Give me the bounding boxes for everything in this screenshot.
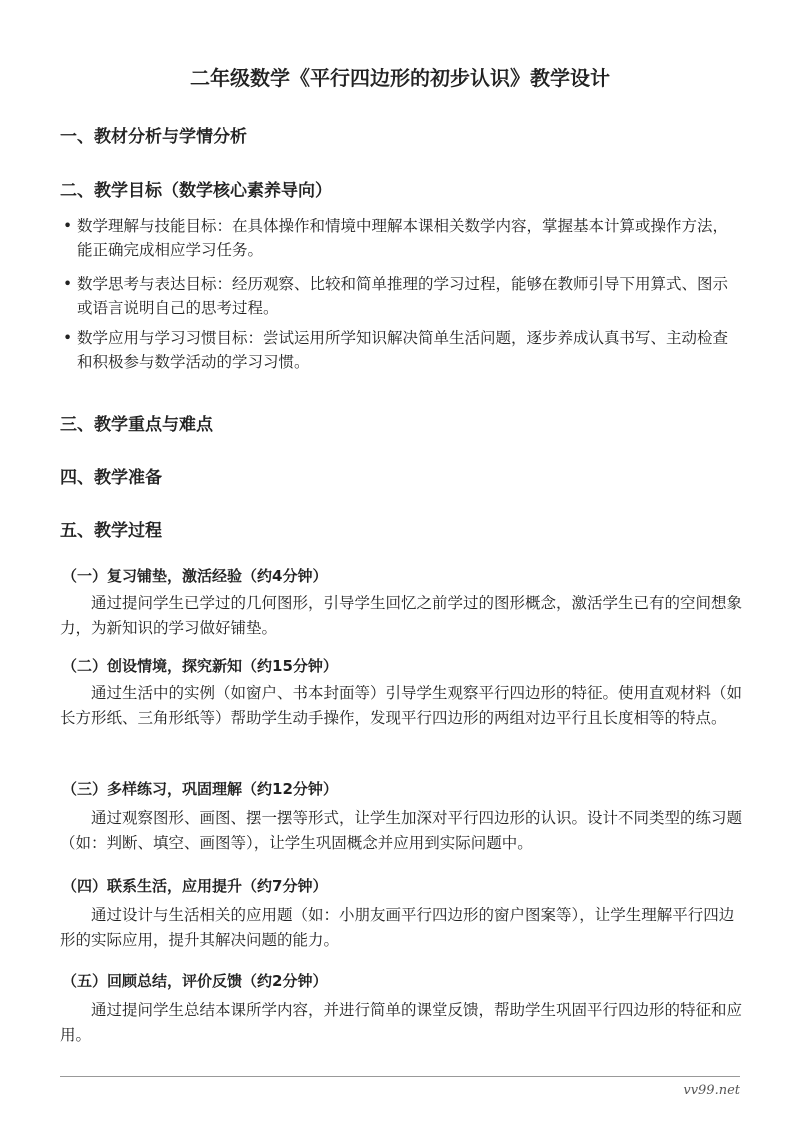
bullet-item: • 数学理解与技能目标：在具体操作和情境中理解本课相关数学内容，掌握基本计算或操作方法，能正确完成相应学习任务。 xyxy=(77,214,743,262)
step-title: （三）多样练习，巩固理解（约12分钟） xyxy=(62,780,338,798)
bullet-item: • 数学思考与表达目标：经历观察、比较和简单推理的学习过程，能够在教师引导下用算式、图示或语言说明自己的思考过程。 xyxy=(77,272,743,320)
step-title: （四）联系生活，应用提升（约7分钟） xyxy=(62,877,328,895)
step-text: 通过提问学生总结本课所学内容，并进行简单的课堂反馈，帮助学生巩固平行四边形的特征和应用。 xyxy=(60,1001,743,1044)
step-text: 通过设计与生活相关的应用题（如：小朋友画平行四边形的窗户图案等），让学生理解平行四边形的实际应用，提升其解决问题的能力。 xyxy=(60,906,735,949)
step-text: 通过提问学生已学过的几何图形，引导学生回忆之前学过的图形概念，激活学生已有的空间想象力，为新知识的学习做好铺垫。 xyxy=(60,594,743,637)
section-heading-5: 五、教学过程 xyxy=(60,521,162,541)
step-title: （二）创设情境，探究新知（约15分钟） xyxy=(62,657,338,675)
section-heading-1: 一、教材分析与学情分析 xyxy=(60,127,247,147)
step-title: （一）复习铺垫，激活经验（约4分钟） xyxy=(62,567,328,585)
footer-divider xyxy=(60,1076,740,1077)
step-title: （五）回顾总结，评价反馈（约2分钟） xyxy=(62,972,328,990)
step-text: 通过观察图形、画图、摆一摆等形式，让学生加深对平行四边形的认识。设计不同类型的练习题（如：判断、填空、画图等），让学生巩固概念并应用到实际问题中。 xyxy=(60,809,743,852)
footer-text: vv99.net xyxy=(683,1083,740,1098)
page-title: 二年级数学《平行四边形的初步认识》教学设计 xyxy=(190,66,610,90)
step-text: 通过生活中的实例（如窗户、书本封面等）引导学生观察平行四边形的特征。使用直观材料（如长方形纸、三角形纸等）帮助学生动手操作，发现平行四边形的两组对边平行且长度相等的特点。 xyxy=(60,684,743,727)
section-heading-2: 二、教学目标（数学核心素养导向） xyxy=(60,181,332,201)
section-heading-4: 四、教学准备 xyxy=(60,468,162,488)
bullet-item: • 数学应用与学习习惯目标：尝试运用所学知识解决简单生活问题，逐步养成认真书写、主动检查和积极参与数学活动的学习习惯。 xyxy=(77,326,743,374)
section-heading-3: 三、教学重点与难点 xyxy=(60,415,213,435)
